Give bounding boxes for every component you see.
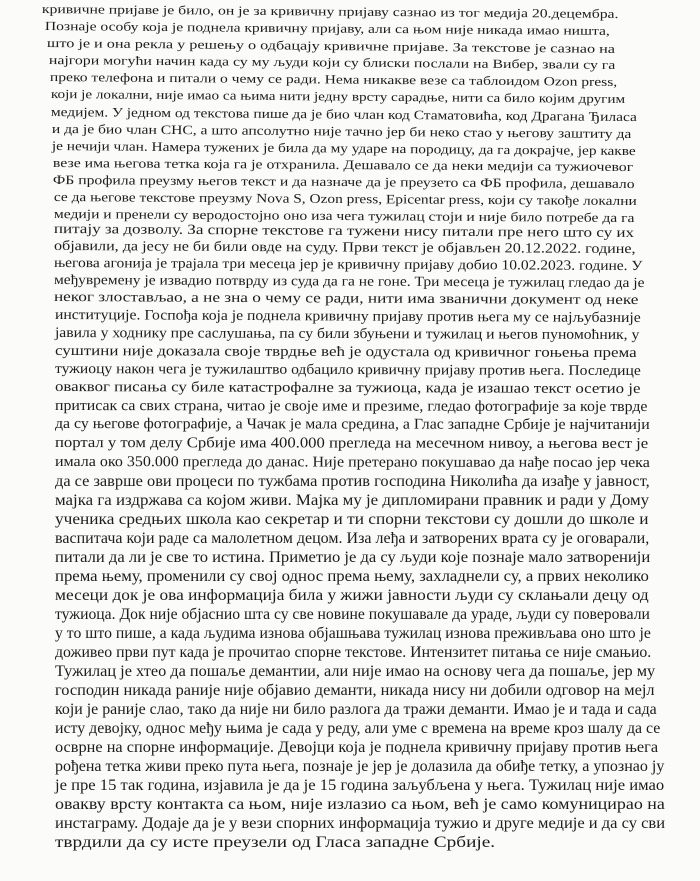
- text-line-32: питали да ли је све то истина. Приметио је да су људи које познаје мало затворенији: [55, 549, 651, 566]
- text-line-26: портал у том делу Србије има 400.000 прегледа на месечном нивоу, а његова вест је: [54, 435, 649, 453]
- text-line-8: и да је био члан СНС, а што апсолутно није тачно јер би неко стао у његову заштиту да: [51, 121, 632, 142]
- text-line-3: што је и она рекла у решењу о одбацају кривичне пријаве. За текстове је сазнао на: [46, 36, 616, 56]
- text-line-44: је пре 15 так година, изјавила је да је 15 година заљубљена у њега. Тужилац није имао: [55, 777, 665, 794]
- text-line-29: мајка га издржава са којом живи. Мајка му је дипломирани правник и ради у Дому: [55, 492, 650, 509]
- text-line-28: да се заврше ови процеси по тужбама против господина Николића да изађе у јавност,: [55, 473, 650, 490]
- text-line-36: у то што пише, а када људима изнова објашњава тужилац изнова преживљава оно што је: [55, 625, 651, 642]
- text-line-43: рођена тетка живи преко пута њега, познаје је јер је долазила да обиђе тетку, а упознао ју: [55, 758, 665, 775]
- text-line-1: кривичне пријаве је било, он је за кривичну пријаву сазнао из тог медија 20.децембра.: [41, 2, 619, 22]
- text-line-14: питају за дозволу. За спорне текстове га тужени нису питали пре него што су их: [53, 222, 635, 242]
- text-line-11: ФБ профила преузму његов текст и да назначе да је преузето са ФБ профила, дешавало: [52, 172, 635, 192]
- text-line-16: његова агонија је трајала три месеца јер је кривичну пријаву добио 10.02.2023. године. У: [53, 256, 643, 275]
- text-line-20: јавила у ходнику пре саслушања, па су били збуњени и тужилац и његов пуномоћник, у: [54, 325, 640, 344]
- text-line-33: према њему, променили су свој однос према њему, захладнели су, а првих неколико: [55, 568, 649, 585]
- text-line-35: тужиоца. Док није објаснио шта су све новине покушавале да ураде, људи су поверовали: [55, 606, 650, 623]
- text-line-46: инстаграму. Додаје да је у вези спорних информација тужио и друге медије и да су сви: [55, 815, 666, 832]
- text-line-27: имала око 350.000 прегледа до данас. Није претерано покушавао да нађе посао јер чека: [54, 454, 650, 472]
- text-line-17: међувремену је извадио потврду из суда да га не гоне. Три месеца је тужилац гледао да је: [53, 273, 645, 292]
- text-line-38: Тужилац је хтео да пошаље демантии, али није имао на основу чега да пошаље, јер му: [55, 663, 656, 680]
- text-line-9: је нечији члан. Намера тужених је била да му ударе на породицу, да га докрајче, јер какве: [51, 138, 636, 159]
- text-line-24: притисак са свих страна, читао је своје име и презиме, гледао фотографије за које тврде: [54, 398, 648, 416]
- text-line-2: Познаје особу која је поднела кривичну пријаву, али са њом није никада имао ништа,: [44, 19, 610, 38]
- text-line-13: медији и пренели су веродостојно оно иза чега тужилац стоји и није било потребе да га: [53, 206, 635, 226]
- text-line-47: тврдили да су исте преузели од Гласа западне Србије.: [55, 834, 496, 851]
- text-line-15: објавили, да јесу не би били овде на суду. Први текст је објављен 20.12.2022. године,: [53, 239, 636, 258]
- text-line-42: осврне на спорне информације. Девојци која је поднела кривичну пријаву против њега: [55, 739, 659, 756]
- text-line-30: ученика средњих школа као секретар и ти спорни текстови су дошли до школе и: [55, 511, 649, 528]
- text-line-4: најгори могући начин када су му људи који су блиски послали на Вибер, звали су га: [48, 53, 616, 72]
- text-line-39: господин никада раније није објавио деманти, никада нису ни добили одговор на мејл: [55, 682, 655, 699]
- text-line-25: да су његове фотографије, а Чачак је мала средина, а Глас западне Србије је најчитанији: [54, 416, 650, 434]
- text-line-12: се да његове текстове преузму Nova S, Ozon press, Epicentar press, који су такође локални: [53, 189, 637, 209]
- text-line-45: овакву врсту контакта са њом, није излазио са њом, већ је само комуницирао на: [55, 796, 665, 813]
- text-line-21: суштини није доказала своје тврдње већ је одустала од кривичног гоњења према: [54, 343, 637, 362]
- text-line-22: тужиоцу након чега је тужилаштво одбацило кривичну пријаву против њега. Последице: [54, 361, 641, 380]
- text-line-7: медијем. У једном од текстова пише да је био члан код Стаматовића, код Драгана Ђиласа: [50, 104, 637, 125]
- text-line-18: неког злостављао, а не зна о чему се ради, нити има званични документ од неке: [53, 290, 639, 309]
- text-line-10: везе има његова тетка која га је отхранила. Дешавало се да неки медији са тужиочевог: [52, 155, 634, 175]
- text-line-34: месеци док је ова информација била у жижи јавности људи су склањали децу од: [55, 587, 649, 604]
- text-line-5: преко телефона и питали о чему се ради. Нема никакве везе са таблоидом Ozon press,: [49, 70, 618, 89]
- text-line-19: институције. Госпођа која је поднела кривичну пријаву против њега му се најљубазније: [54, 307, 641, 327]
- text-line-37: доживео први пут када је прочитао спорне текстове. Интензитет питања се није смањио.: [55, 644, 652, 661]
- text-line-23: оваквог писања су биле катастрофалне за тужиоца, када је изашао текст осетио је: [54, 379, 641, 398]
- text-line-6: који је локални, није имао са њима нити једну врсту сарадње, нити са било којим другим: [50, 87, 626, 107]
- text-line-31: васпитача који раде са малолетном децом. Иза леђа и затворених врата су је оговарали,: [55, 530, 650, 547]
- text-line-40: који је раније слао, тако да није ни било разлога да тражи деманти. Имао је и тада и сада: [55, 701, 657, 718]
- text-line-41: исту девојку, однос међу њима је сада у реду, али уме с времена на време кроз шалу да се: [55, 720, 661, 737]
